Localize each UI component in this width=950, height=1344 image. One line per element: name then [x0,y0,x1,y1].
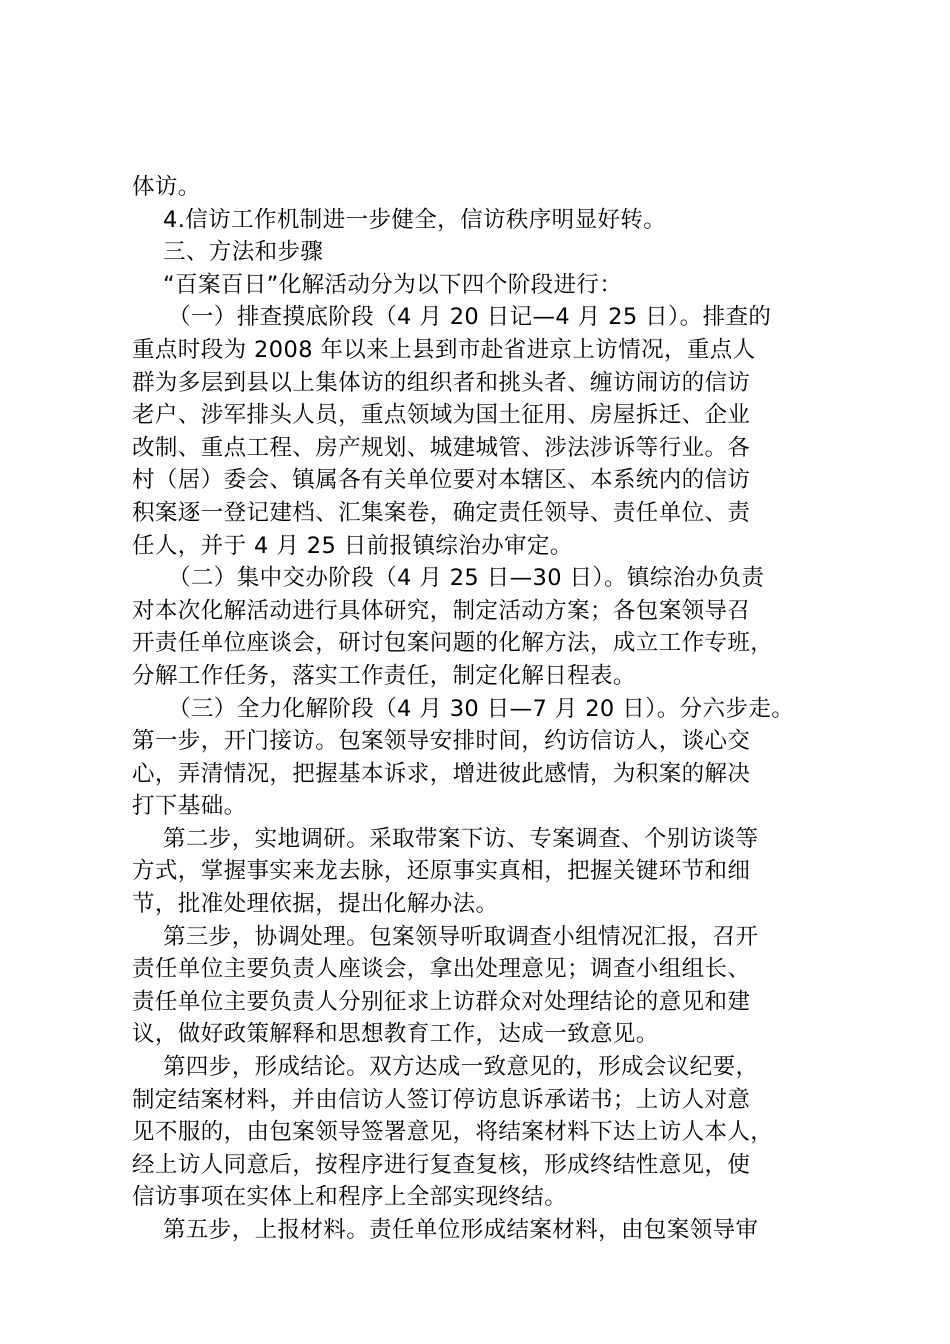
text-line: （三）全力化解阶段（4 月 30 日—7 月 20 日）。分六步走。 [168,695,795,722]
text-line: 制定结案材料，并由信访人签订停访息诉承诺书；上访人对意 [132,1086,751,1113]
text-line: 村（居）委会、镇属各有关单位要对本辖区、本系统内的信访 [132,467,751,494]
text-line: 第二步，实地调研。采取带案下访、专案调查、个别访谈等 [163,825,759,852]
text-line: （一）排查摸底阶段（4 月 20 日记—4 月 25 日）。排查的 [168,304,772,331]
text-line: 节，批准处理依据，提出化解办法。 [132,891,499,918]
text-line: 第三步，协调处理。包案领导听取调查小组情况汇报，召开 [163,923,759,950]
text-line: 方式，掌握事实来龙去脉，还原事实真相，把握关键环节和细 [132,858,751,885]
text-line: 任人，并于 4 月 25 日前报镇综治办审定。 [132,532,573,559]
text-line: 开责任单位座谈会，研讨包案问题的化解方法，成立工作专班， [132,630,774,657]
text-line: 打下基础。 [132,793,247,820]
text-line: 信访事项在实体上和程序上全部实现终结。 [132,1184,568,1211]
text-line: 对本次化解活动进行具体研究，制定活动方案；各包案领导召 [132,597,751,624]
text-line: 重点时段为 2008 年以来上县到市赴省进京上访情况，重点人 [132,336,756,363]
text-line: 第一步，开门接访。包案领导安排时间，约访信访人，谈心交 [132,728,751,755]
text-line: 体访。 [132,174,201,200]
text-line: 积案逐一登记建档、汇集案卷，确定责任领导、责任单位、责 [132,499,751,526]
text-line: 三、方法和步骤 [163,239,324,266]
text-line: 责任单位主要负责人分别征求上访群众对处理结论的意见和建 [132,988,751,1015]
text-line: 4.信访工作机制进一步健全，信访秩序明显好转。 [163,206,667,233]
text-line: 分解工作任务，落实工作责任，制定化解日程表。 [132,662,636,689]
text-line: 群为多层到县以上集体访的组织者和挑头者、缠访闹访的信访 [132,369,751,396]
text-line: 第五步，上报材料。责任单位形成结案材料，由包案领导审 [163,1217,759,1243]
text-line: 责任单位主要负责人座谈会，拿出处理意见；调查小组组长、 [132,956,751,983]
text-line: 经上访人同意后，按程序进行复查复核，形成终结性意见，使 [132,1151,751,1178]
text-line: （二）集中交办阶段（4 月 25 日—30 日）。镇综治办负责 [168,565,765,592]
text-line: 见不服的，由包案领导签署意见，将结案材料下达上访人本人， [132,1119,774,1146]
text-line: 议，做好政策解释和思想教育工作，达成一致意见。 [132,1021,659,1048]
text-line: “百案百日”化解活动分为以下四个阶段进行： [163,271,623,298]
text-line: 老户、涉军排头人员，重点领域为国土征用、房屋拆迁、企业 [132,402,751,429]
text-line: 第四步，形成结论。双方达成一致意见的，形成会议纪要， [163,1054,759,1081]
text-line: 改制、重点工程、房产规划、城建城管、涉法涉诉等行业。各 [132,434,751,461]
document-body [132,171,832,1247]
text-line: 心，弄清情况，把握基本诉求，增进彼此感情，为积案的解决 [132,760,751,787]
